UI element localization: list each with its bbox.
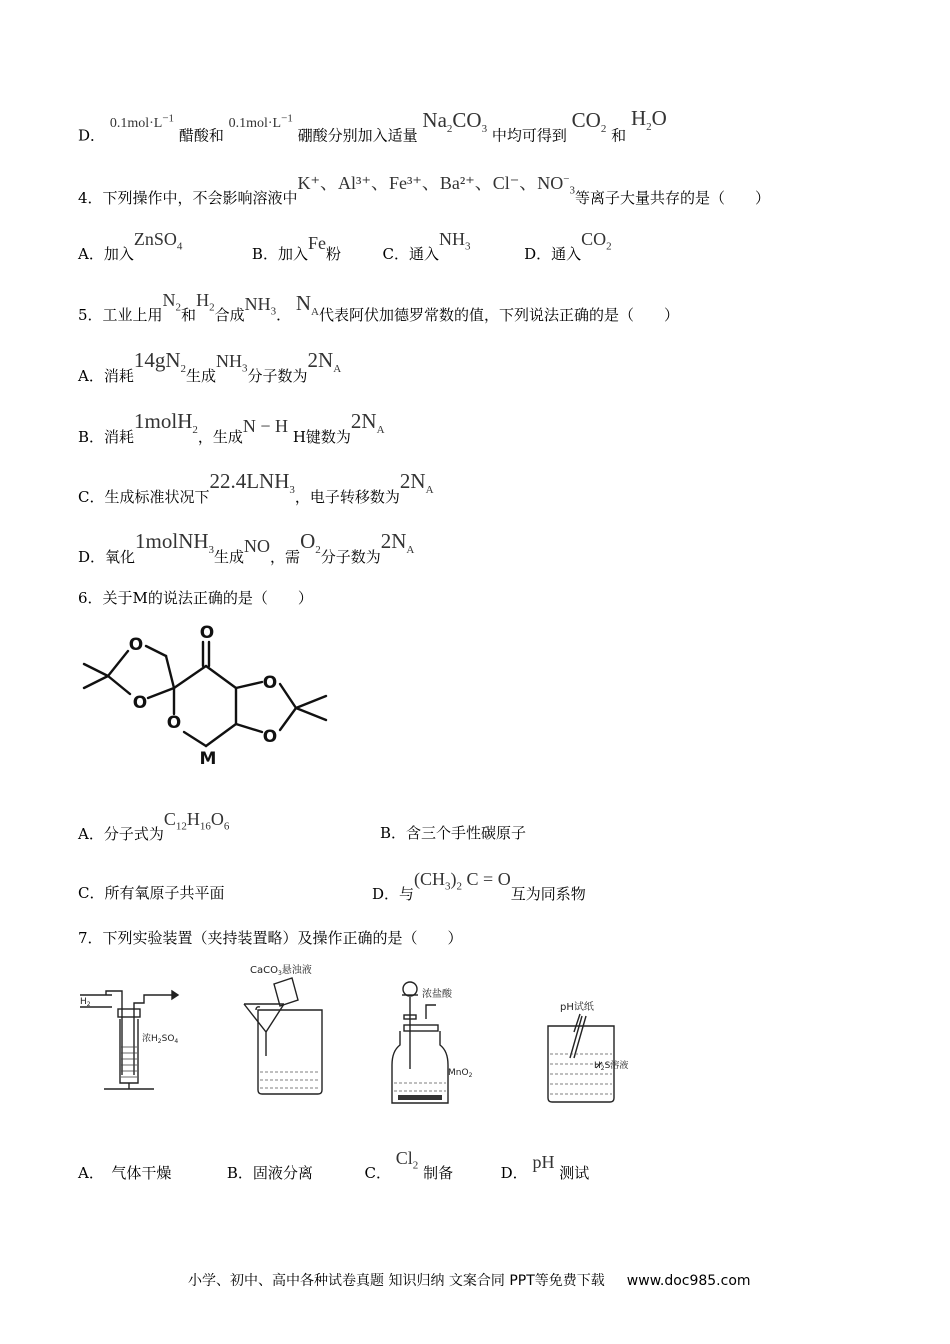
- formula-na2co3: $Na_2CO_3$: [422, 107, 488, 135]
- formula: NO: [244, 536, 271, 556]
- molecule-label: M: [199, 749, 217, 768]
- oxygen-label: O: [132, 693, 148, 713]
- h2-label: $H_2$: [80, 997, 91, 1008]
- question-tail: 代表阿伏加德罗常数的值，下列说法正确的是（ ）: [319, 306, 680, 324]
- formula-h2o: $H_2O$: [630, 105, 667, 133]
- question-tail: 等离子大量共存的是（ ）: [574, 189, 770, 207]
- formula: $Cl_2$: [395, 1148, 419, 1172]
- formula: ZnSO$_4$: [133, 229, 183, 253]
- formula: Fe: [307, 233, 326, 253]
- formula: pH: [532, 1152, 555, 1172]
- ph-paper-label: pH试纸: [560, 1002, 594, 1013]
- q5-option-b: B．消耗1molH$_2$，生成N − H H键数为$2N_A$: [78, 409, 385, 446]
- text: 和: [611, 126, 627, 145]
- formula: $2N_A$: [350, 409, 385, 437]
- q6-option-c: C．所有氧原子共平面: [78, 884, 225, 902]
- option-c-label: C．通入: [382, 245, 440, 263]
- formula: $22.4LNH_3$: [209, 469, 295, 497]
- formula: $0.1mol\cdot L^{-1}$: [228, 112, 293, 131]
- formula: $N_A$: [295, 291, 319, 319]
- question-text: 5．工业上用: [78, 306, 163, 324]
- formula: $C_{12}H_{16}O_6$: [163, 809, 230, 833]
- q3-option-d: [78, 105, 667, 153]
- apparatus-d-ph-test: [540, 998, 650, 1106]
- formula: $O_2$: [300, 529, 321, 557]
- q6-stem: 6．关于M的说法正确的是（ ）: [78, 589, 313, 607]
- formula: $(CH_3)_2$ C = O: [414, 869, 511, 893]
- text: 粉: [325, 245, 341, 263]
- footer-link[interactable]: www.doc985.com: [626, 1273, 751, 1289]
- question-text: 4．下列操作中，不会影响溶液中: [78, 189, 298, 207]
- formula: $H_2$: [196, 290, 215, 314]
- option-b-label: B．加入: [251, 245, 308, 263]
- oxygen-label: O: [128, 635, 144, 655]
- q6-option-b: B．含三个手性碳原子: [380, 824, 527, 842]
- formula: N − H: [242, 416, 289, 436]
- option-c-text: 制备: [423, 1164, 454, 1182]
- apparatus-a-gas-drying: [74, 985, 184, 1097]
- footer-text: 小学、初中、高中各种试卷真题 知识归纳 文案合同 PPT等免费下载: [188, 1273, 605, 1289]
- caco3-label: CaCO$_3$悬浊液: [250, 965, 312, 977]
- mno2-label: MnO$_2$: [448, 1068, 473, 1079]
- option-a: A． 气体干燥: [78, 1164, 172, 1182]
- q5-option-c: C．生成标准状况下$22.4LNH_3$，电子转移数为$2N_A$: [78, 469, 434, 506]
- formula: $0.1mol\cdot L^{-1}$: [109, 112, 175, 131]
- oxygen-label: O: [199, 623, 215, 643]
- formula: $NH_3$: [244, 294, 277, 318]
- q6-option-a: A．分子式为$C_{12}H_{16}O_6$: [78, 809, 230, 843]
- q4-stem: [78, 173, 770, 215]
- q4-options: [78, 229, 612, 271]
- option-label: D．: [78, 126, 106, 145]
- h2s-solution-label: $H_2S$溶液: [594, 1061, 629, 1072]
- formula: $14gN_2$: [133, 348, 187, 376]
- option-d-text: 测试: [559, 1164, 590, 1182]
- oxygen-label: O: [166, 713, 182, 733]
- ion-list: K⁺、Al³⁺、Fe³⁺、Ba²⁺、Cl⁻、$NO^-_3$: [297, 173, 575, 197]
- q5-stem: 5．工业上用$N_2$和$H_2$合成$NH_3$． $N_A$代表阿伏加德罗常数的值，下列说法正确的是（ ）: [78, 290, 680, 324]
- option-c-label: C．: [364, 1164, 391, 1182]
- q5-option-a: A．消耗$14gN_2$生成$NH_3$分子数为$2N_A$: [78, 348, 342, 385]
- q5-option-d: D．氧化1molNH$_3$生成NO，需$O_2$分子数为$2N_A$: [78, 529, 415, 566]
- text: 硼酸分别加入适量: [297, 126, 418, 145]
- option-b: B．固液分离: [226, 1164, 313, 1182]
- conc-hcl-label: 浓盐酸: [422, 989, 452, 1000]
- apparatus-c-cl2-preparation: [390, 975, 490, 1107]
- formula: $2N_A$: [399, 469, 434, 497]
- option-d-label: D．: [500, 1164, 528, 1182]
- oxygen-label: O: [262, 727, 278, 747]
- formula: $NH_3$: [216, 351, 248, 375]
- molecule-m-structure: [70, 618, 360, 768]
- q6-option-d: D．与$(CH_3)_2$ C = O互为同系物: [372, 869, 586, 903]
- formula: 1molH$_2$: [134, 409, 198, 437]
- formula: $N_2$: [162, 290, 182, 314]
- formula: $2N_A$: [307, 348, 342, 376]
- q7-options: [78, 1148, 590, 1190]
- oxygen-label: O: [262, 673, 278, 693]
- formula: $NH_3$: [439, 229, 471, 253]
- apparatus-b-filtration: [236, 960, 346, 1105]
- text: 中均可得到: [491, 126, 567, 145]
- q7-stem: 7．下列实验装置（夹持装置略）及操作正确的是（ ）: [78, 929, 463, 947]
- formula-co2: $CO_2$: [571, 107, 607, 135]
- option-d-label: D．通入: [524, 245, 582, 263]
- h2so4-label: 浓$H_2SO_4$: [142, 1034, 179, 1045]
- formula: $2N_A$: [380, 529, 415, 557]
- formula: $CO_2$: [581, 229, 612, 253]
- text: 醋酸和: [178, 126, 224, 145]
- option-a-label: A．加入: [78, 245, 134, 263]
- page-footer: [188, 1270, 751, 1290]
- formula: 1molNH$_3$: [135, 529, 215, 557]
